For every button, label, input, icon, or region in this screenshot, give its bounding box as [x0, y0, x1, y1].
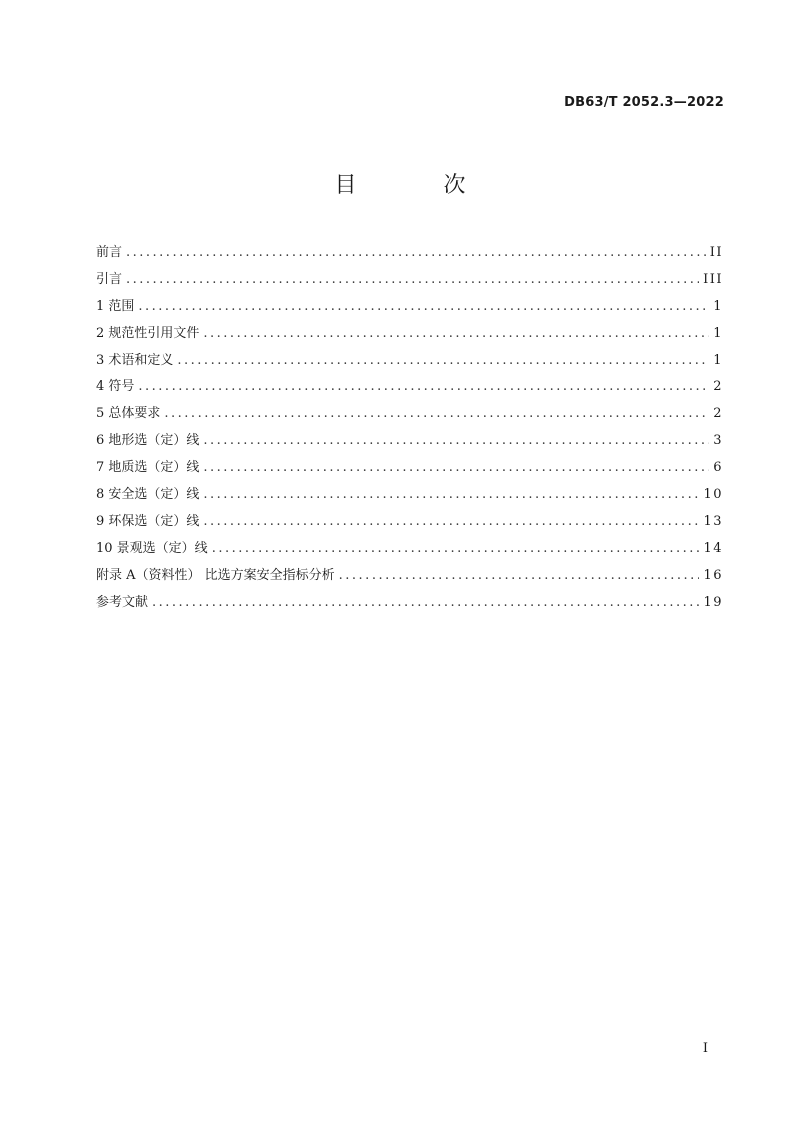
toc-entry-label: 3 术语和定义: [96, 352, 174, 368]
toc-entry-geology-routing[interactable]: [96, 455, 723, 482]
toc-entry-label: 10 景观选（定）线: [96, 540, 208, 556]
document-code: DB63/T 2052.3—2022: [564, 95, 724, 110]
toc-leader-dots: [177, 348, 709, 375]
toc-leader-dots: [164, 401, 709, 428]
toc-entry-foreword[interactable]: [96, 240, 723, 267]
toc-entry-symbols[interactable]: [96, 374, 723, 401]
toc-entry-label: 5 总体要求: [96, 406, 161, 422]
toc-leader-dots: [203, 321, 709, 348]
toc-entry-page: 19: [703, 594, 723, 610]
toc-entry-normative-references[interactable]: [96, 321, 723, 348]
toc-entry-appendix-a[interactable]: [96, 563, 723, 590]
toc-leader-dots: [203, 428, 709, 455]
toc-entry-label: 9 环保选（定）线: [96, 513, 200, 529]
toc-leader-dots: [203, 482, 699, 509]
toc-entry-page: 1: [713, 352, 723, 368]
toc-entry-label: 2 规范性引用文件: [96, 325, 200, 341]
toc-leader-dots: [138, 294, 709, 321]
toc-entry-label: 7 地质选（定）线: [96, 460, 200, 476]
toc-leader-dots: [203, 509, 699, 536]
toc-entry-label: 6 地形选（定）线: [96, 433, 200, 449]
page-number: I: [702, 1041, 708, 1056]
toc-entry-page: 1: [713, 298, 723, 314]
toc-leader-dots: [212, 536, 700, 563]
toc-entry-page: 3: [713, 433, 723, 449]
toc-entry-terms-definitions[interactable]: [96, 348, 723, 375]
toc-leader-dots: [138, 374, 709, 401]
toc-entry-label: 1 范围: [96, 298, 135, 314]
toc-entry-environmental-routing[interactable]: [96, 509, 723, 536]
toc-leader-dots: [203, 455, 709, 482]
toc-entry-label: 前言: [96, 245, 123, 260]
toc-entry-page: 13: [703, 513, 723, 529]
toc-entry-label: 参考文献: [96, 594, 149, 610]
toc-leader-dots: [126, 267, 699, 294]
toc-entry-page: 10: [703, 487, 723, 503]
toc-entry-label: 4 符号: [96, 379, 135, 395]
toc-entry-bibliography[interactable]: [96, 590, 723, 617]
toc-leader-dots: [339, 563, 700, 590]
toc-entry-landscape-routing[interactable]: [96, 536, 723, 563]
toc-entry-label: 8 安全选（定）线: [96, 487, 200, 503]
toc-list: [96, 240, 723, 616]
toc-title: 目 次: [334, 173, 506, 198]
toc-entry-page: 6: [713, 460, 723, 476]
toc-entry-page: 16: [703, 567, 723, 583]
toc-entry-page: 2: [713, 406, 723, 422]
toc-entry-introduction[interactable]: [96, 267, 723, 294]
toc-entry-scope[interactable]: [96, 294, 723, 321]
toc-entry-label: 引言: [96, 271, 123, 287]
toc-entry-page: 14: [703, 540, 723, 556]
toc-entry-general-requirements[interactable]: [96, 401, 723, 428]
toc-entry-page: 2: [713, 379, 723, 395]
toc-entry-label: 附录 A（资料性） 比选方案安全指标分析: [96, 567, 335, 583]
toc-leader-dots: [152, 590, 699, 617]
toc-leader-dots: [126, 240, 706, 267]
toc-entry-page: II: [709, 245, 723, 260]
toc-entry-safety-routing[interactable]: [96, 482, 723, 509]
toc-entry-page: III: [703, 271, 723, 287]
toc-entry-terrain-routing[interactable]: [96, 428, 723, 455]
toc-entry-page: 1: [713, 325, 723, 341]
